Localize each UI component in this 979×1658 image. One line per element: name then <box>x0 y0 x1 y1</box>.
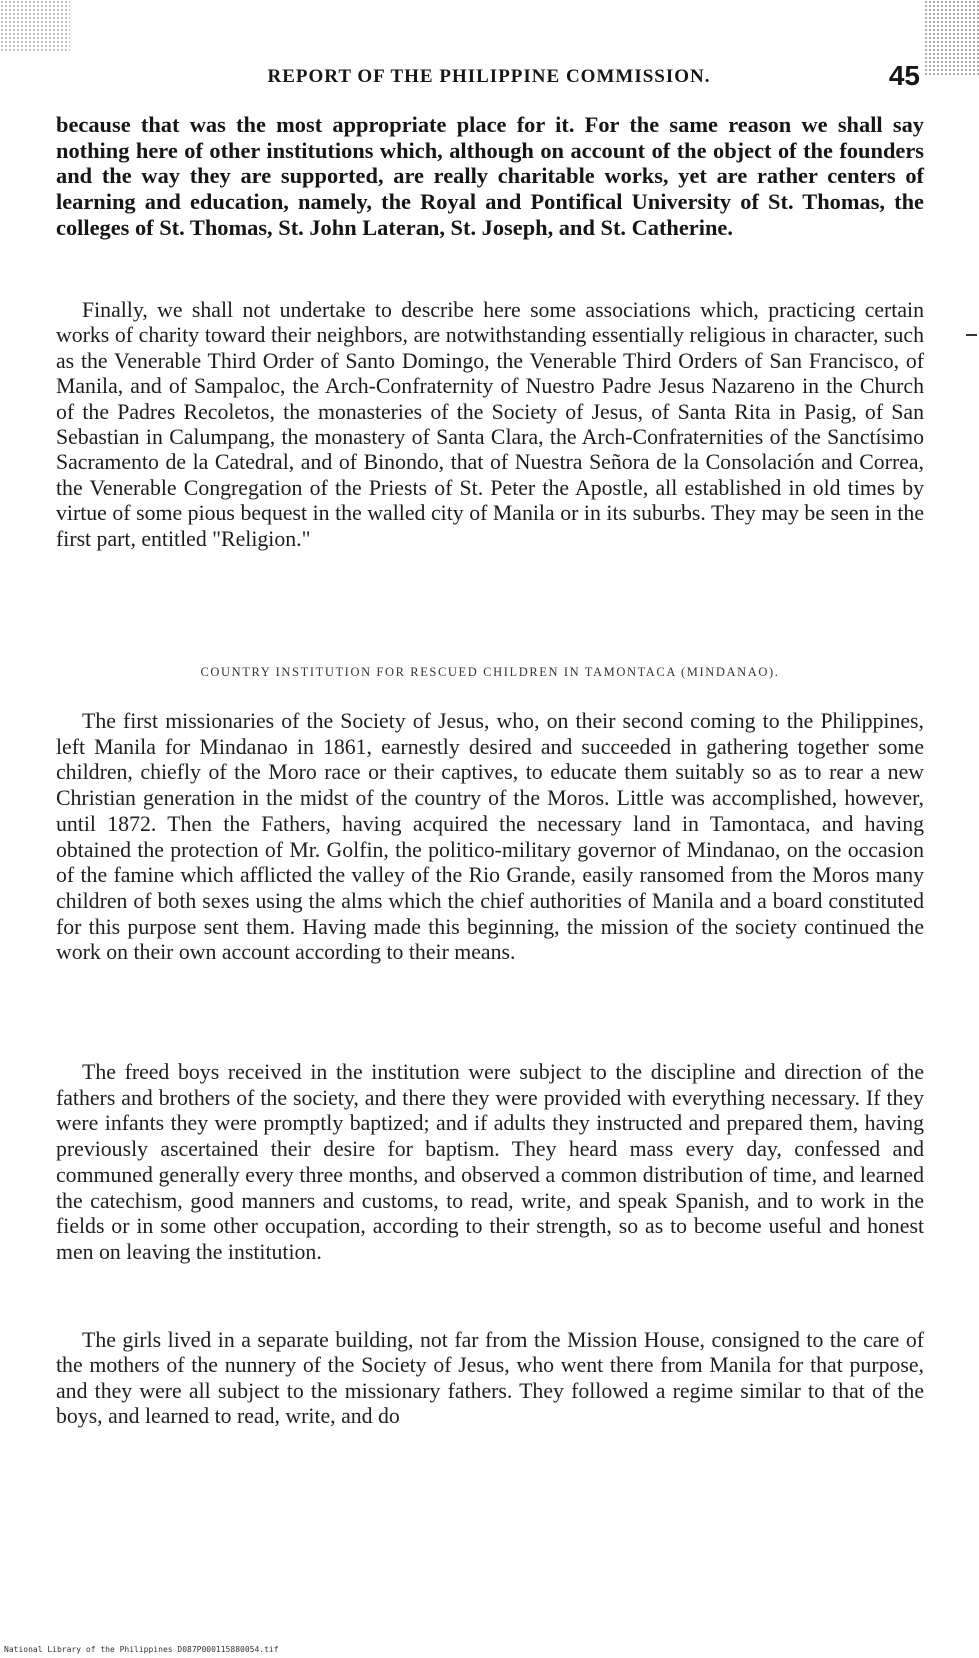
running-head: REPORT OF THE PHILIPPINE COMMISSION. <box>267 66 711 87</box>
page-header <box>56 60 922 94</box>
paragraph-block-5 <box>56 1328 924 1430</box>
paragraph: The girls lived in a separate building, not far from the Mission House, consigned to the care of the mothers of the nunnery of the Society of Jesus, who went there from Manila for that purpose, and they were all subject to the missionary fathers. They followed a regime similar to that of the boys, and learned to read, write, and do <box>56 1328 924 1429</box>
paragraph-block-1 <box>56 112 924 241</box>
paragraph-block-3 <box>56 709 924 966</box>
margin-mark <box>966 334 977 336</box>
paragraph: The first missionaries of the Society of Jesus, who, on their second coming to the Philippines, left Manila for Mindanao in 1861, earnestly desired and succeeded in gathering together some children, chiefly of the Moro race or their captives, to educate them suitably so as to rear a new Christian generation in the midst of the country of the Moros. Little was accomplished, however, until 1872. Then the Fathers, having acquired the necessary land in Tamontaca, and having obtained the protection of Mr. Golfin, the politico-military governor of Mindanao, on the occasion of the famine which afflicted the valley of the Rio Grande, easily ransomed from the Moros many children of both sexes using the alms which the chief authorities of Manila and a board constituted for this purpose sent them. Having made this beginning, the mission of the society continued the work on their own account according to their means. <box>56 709 924 965</box>
source-footer: National Library of the Philippines D087P000115880054.tif <box>4 1645 279 1654</box>
paragraph: because that was the most appropriate place for it. For the same reason we shall say nothing here of other institutions which, although on account of the object of the founders and the way they are supported, are really charitable works, yet are rather centers of learning and education, namely, the Royal and Pontifical University of St. Thomas, the colleges of St. Thomas, St. John Lateran, St. Joseph, and St. Catherine. <box>56 112 924 240</box>
paragraph-block-2 <box>56 298 924 552</box>
scan-noise-top-left <box>0 0 70 52</box>
page-number: 45 <box>888 60 920 91</box>
paragraph: The freed boys received in the institution were subject to the discipline and direction of the fathers and brothers of the society, and there they were provided with everything necessary. If they were infants they were promptly baptized; and if adults they instructed and prepared them, having previously ascertained their desire for baptism. They heard mass every day, confessed and communed generally every three months, and observed a common distribution of time, and learned the catechism, good manners and customs, to read, write, and speak Spanish, and to work in the fields or in some other occupation, according to their strength, so as to become useful and honest men on leaving the institution. <box>56 1060 924 1264</box>
section-heading: COUNTRY INSTITUTION FOR RESCUED CHILDREN IN TAMONTACA (MINDANAO). <box>200 665 780 679</box>
scan-noise-top-right <box>924 0 979 75</box>
paragraph-block-4 <box>56 1060 924 1266</box>
paragraph: Finally, we shall not undertake to describe here some associations which, practicing certain works of charity toward their neighbors, are notwithstanding essentially religious in character, such as the Venerable Third Order of Santo Domingo, the Venerable Third Orders of San Francisco, of Manila, and of Sampaloc, the Arch-Confraternity of Nuestro Padre Jesus Nazareno in the Church of the Padres Recoletos, the monasteries of the Society of Jesus, of Santa Rita in Pasig, of San Sebastian in Calumpang, the monastery of Santa Clara, the Arch-Confraternities of the Sanctísimo Sacramento de la Catedral, and of Binondo, that of Nuestra Señora de la Consolación and Correa, the Venerable Congregation of the Priests of St. Peter the Apostle, all established in old times by virtue of some pious bequest in the walled city of Manila or in its suburbs. They may be seen in the first part, entitled "Religion." <box>56 298 924 551</box>
